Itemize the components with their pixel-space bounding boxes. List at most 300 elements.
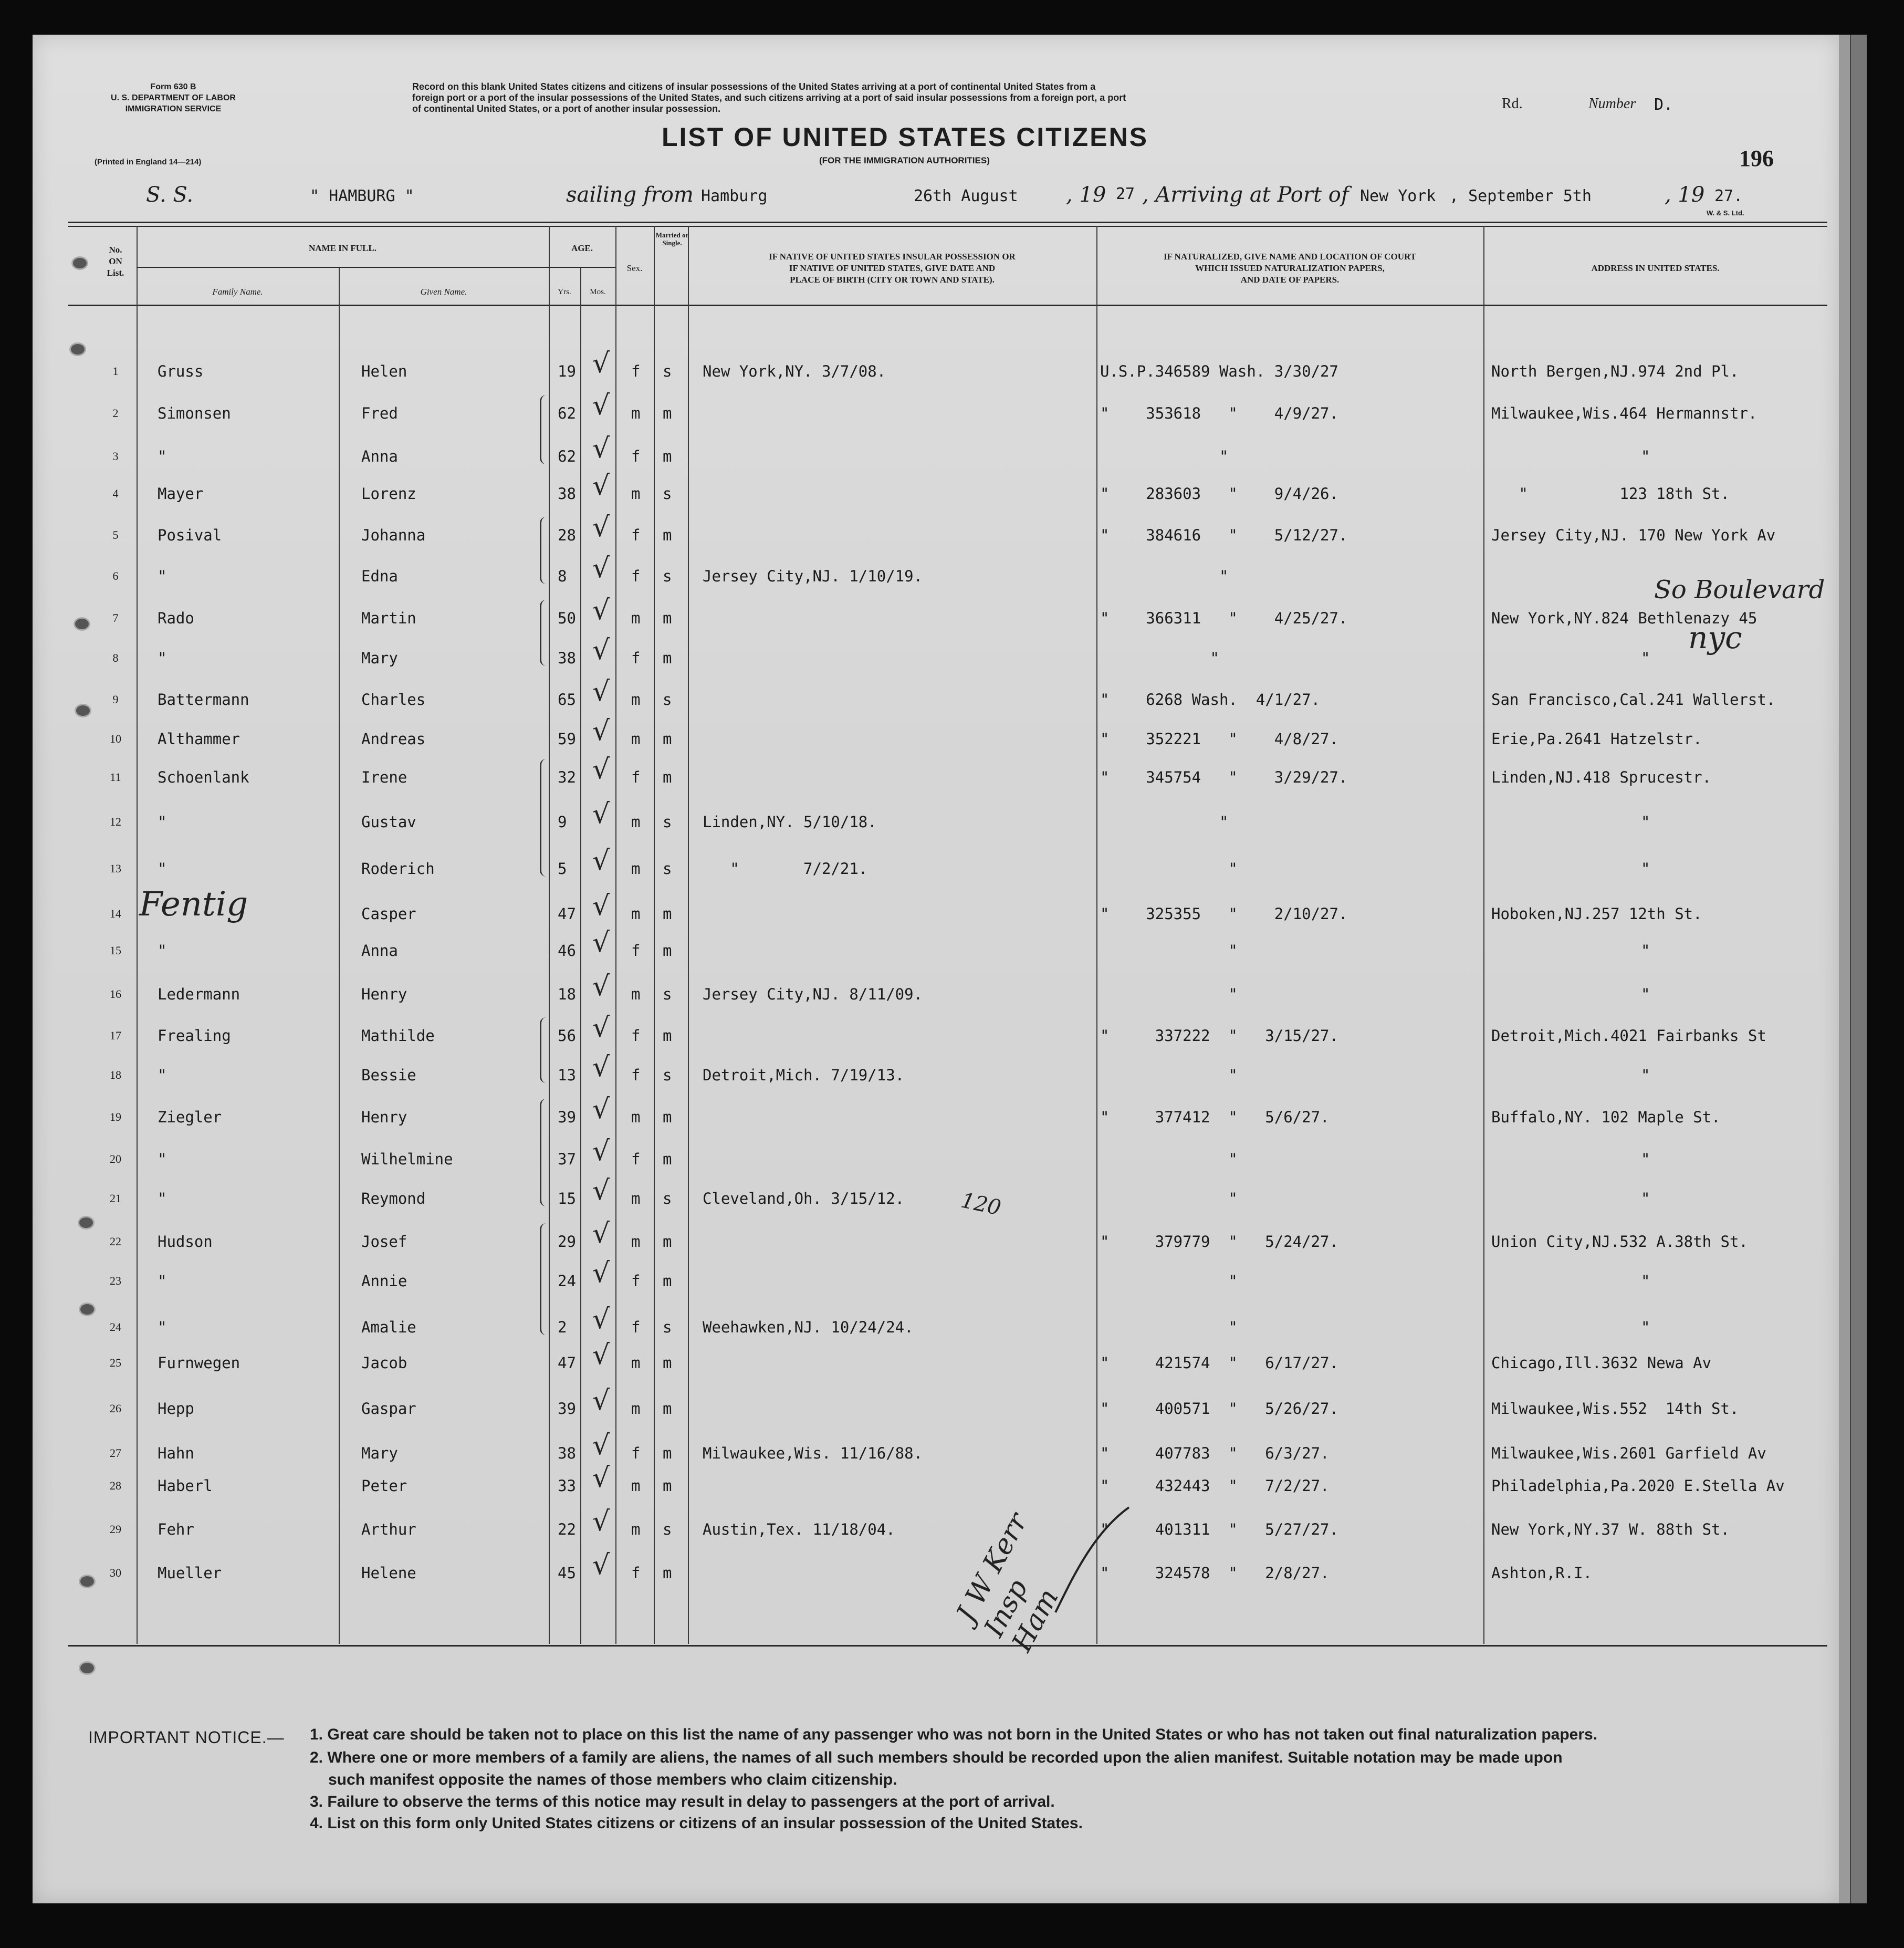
given-name: Henry — [361, 1108, 407, 1126]
col-divider — [654, 226, 655, 1644]
marital-status: s — [663, 362, 672, 380]
sex: f — [631, 447, 641, 465]
age-years: 2 — [558, 1318, 567, 1336]
sex: m — [631, 813, 641, 831]
age-years: 19 — [558, 362, 576, 380]
marital-status: s — [663, 985, 672, 1003]
sex: f — [631, 1066, 641, 1084]
family-brace — [540, 1099, 549, 1206]
row-number: 20 — [110, 1152, 121, 1165]
naturalization: " 377412 " 5/6/27. — [1100, 1108, 1330, 1126]
family-name: " — [158, 1190, 167, 1207]
sailing-from-label: sailing from — [566, 183, 694, 207]
check-mark: √ — [592, 1462, 610, 1494]
page-number: 196 — [1739, 145, 1774, 171]
naturalization: " — [1100, 1066, 1238, 1084]
table-top-rule — [68, 222, 1827, 223]
given-name: Josef — [361, 1233, 407, 1251]
header-bottom-rule — [68, 305, 1827, 306]
ship-name: " HAMBURG " — [310, 187, 414, 205]
marital-status: s — [663, 1190, 672, 1207]
given-name: Anna — [361, 942, 398, 960]
age-years: 62 — [558, 447, 576, 465]
family-name: Furnwegen — [158, 1354, 240, 1372]
check-mark: √ — [592, 1175, 610, 1206]
family-name: Hudson — [158, 1233, 213, 1251]
age-years: 46 — [558, 942, 576, 960]
col-mos: Mos. — [590, 288, 606, 296]
family-brace — [540, 517, 549, 584]
birth-place-date: Detroit,Mich. 7/19/13. — [703, 1066, 905, 1084]
address: Union City,NJ.532 A.38th St. — [1491, 1233, 1748, 1251]
family-name: Schoenlank — [158, 768, 249, 786]
marital-status: s — [663, 567, 672, 585]
address: " 123 18th St. — [1491, 485, 1730, 503]
printed-note: (Printed in England 14—214) — [95, 158, 202, 166]
marital-status: m — [663, 1400, 672, 1418]
notice-item-2: 2. Where one or more members of a family are aliens, the names of all such members should be recorded upon the alien manifest. Suitable notation may be made upon — [310, 1749, 1563, 1766]
age-years: 32 — [558, 768, 576, 786]
sex: m — [631, 1233, 641, 1251]
page-title: LIST OF UNITED STATES CITIZENS — [662, 122, 1149, 152]
family-name: Fehr — [158, 1520, 194, 1538]
check-mark: √ — [592, 1304, 610, 1335]
punch-hole — [75, 704, 91, 717]
check-mark: √ — [592, 1218, 610, 1249]
sex: m — [631, 860, 641, 878]
sex: f — [631, 362, 641, 380]
punch-hole — [74, 617, 90, 631]
row-number: 6 — [112, 569, 119, 582]
address: Chicago,Ill.3632 Newa Av — [1491, 1354, 1712, 1372]
row-number: 7 — [112, 611, 119, 624]
check-mark: √ — [592, 971, 610, 1002]
check-mark: √ — [592, 348, 610, 379]
given-name: Gaspar — [361, 1400, 416, 1418]
col-divider — [1096, 226, 1097, 1644]
page-subtitle: (FOR THE IMMIGRATION AUTHORITIES) — [819, 155, 990, 165]
address: Ashton,R.I. — [1491, 1564, 1593, 1582]
row-number: 11 — [110, 770, 121, 784]
marital-status: m — [663, 1444, 672, 1462]
given-name: Mary — [361, 649, 398, 667]
given-name: Roderich — [361, 860, 435, 878]
naturalization: " 432443 " 7/2/27. — [1100, 1477, 1330, 1495]
check-mark: √ — [592, 1506, 610, 1537]
row-number: 26 — [110, 1402, 121, 1415]
naturalization: " — [1100, 1318, 1238, 1336]
form-header-block — [95, 81, 252, 114]
naturalization: " 421574 " 6/17/27. — [1100, 1354, 1338, 1372]
check-mark: √ — [592, 845, 610, 877]
address: San Francisco,Cal.241 Wallerst. — [1491, 691, 1776, 709]
family-name: Gruss — [158, 362, 204, 380]
naturalization: " — [1100, 1150, 1238, 1168]
naturalization: " 6268 Wash. 4/1/27. — [1100, 691, 1321, 709]
address-ditto: " — [1641, 1066, 1650, 1084]
sub-rule — [137, 267, 615, 268]
naturalization: " 324578 " 2/8/27. — [1100, 1564, 1330, 1582]
age-years: 18 — [558, 985, 576, 1003]
address: New York,NY.824 Bethlenazy 45 — [1491, 609, 1757, 627]
address-ditto: " — [1641, 942, 1650, 960]
sex: f — [631, 1150, 641, 1168]
naturalization: " 407783 " 6/3/27. — [1100, 1444, 1330, 1462]
notice-item-3: 3. Failure to observe the terms of this notice may result in delay to passengers at the port of arrival. — [310, 1793, 1055, 1810]
marital-status: m — [663, 942, 672, 960]
printer-mark: W. & S. Ltd. — [1707, 209, 1744, 217]
address-ditto: " — [1641, 1272, 1650, 1290]
row-number: 3 — [112, 450, 119, 463]
check-mark: √ — [592, 798, 610, 830]
marital-status: s — [663, 860, 672, 878]
naturalization: " — [1100, 649, 1219, 667]
row-number: 16 — [110, 987, 121, 1001]
age-years: 8 — [558, 567, 567, 585]
address: Philadelphia,Pa.2020 E.Stella Av — [1491, 1477, 1785, 1495]
birth-place-date: Linden,NY. 5/10/18. — [703, 813, 877, 831]
punch-hole — [79, 1303, 96, 1316]
naturalization: " 384616 " 5/12/27. — [1100, 526, 1348, 544]
department: U. S. DEPARTMENT OF LABOR — [111, 93, 236, 102]
col-no: No. ON List. — [107, 245, 124, 278]
marital-status: m — [663, 1354, 672, 1372]
col-divider — [549, 226, 550, 1644]
address: Hoboken,NJ.257 12th St. — [1491, 905, 1702, 923]
sex: m — [631, 730, 641, 748]
age-years: 50 — [558, 609, 576, 627]
row-number: 10 — [110, 732, 121, 745]
row-number: 19 — [110, 1110, 121, 1123]
naturalization: " 366311 " 4/25/27. — [1100, 609, 1348, 627]
col-name: NAME IN FULL. — [309, 243, 376, 253]
given-name: Martin — [361, 609, 416, 627]
given-name: Edna — [361, 567, 398, 585]
check-mark: √ — [592, 890, 610, 922]
age-years: 45 — [558, 1564, 576, 1582]
sex: m — [631, 985, 641, 1003]
row-number: 27 — [110, 1446, 121, 1460]
given-name: Irene — [361, 768, 407, 786]
col-divider — [1483, 226, 1484, 1644]
punch-hole — [79, 1575, 96, 1588]
row-number: 1 — [112, 364, 119, 378]
birth-place-date: Cleveland,Oh. 3/15/12. — [703, 1190, 905, 1207]
number-value: D. — [1654, 96, 1673, 114]
sex: f — [631, 1027, 641, 1045]
marital-status: m — [663, 1108, 672, 1126]
family-name: Mayer — [158, 485, 204, 503]
marital-status: m — [663, 730, 672, 748]
row-number: 2 — [112, 407, 119, 420]
given-name: Helene — [361, 1564, 416, 1582]
address-ditto: " — [1641, 1150, 1650, 1168]
marital-status: m — [663, 1150, 672, 1168]
col-yrs: Yrs. — [558, 288, 571, 296]
check-mark: √ — [592, 1430, 610, 1461]
col-sex: Sex. — [626, 263, 643, 273]
family-name: Hepp — [158, 1400, 194, 1418]
port-to: New York — [1360, 187, 1436, 205]
naturalization: " — [1100, 985, 1238, 1003]
family-name: Simonsen — [158, 404, 231, 422]
naturalization: " 283603 " 9/4/26. — [1100, 485, 1338, 503]
col-given: Given Name. — [420, 287, 467, 297]
family-name: Rado — [158, 609, 194, 627]
marital-status: m — [663, 1027, 672, 1045]
birth-place-date: " 7/2/21. — [703, 860, 868, 878]
age-years: 38 — [558, 1444, 576, 1462]
naturalization: " 345754 " 3/29/27. — [1100, 768, 1348, 786]
address-ditto: " — [1641, 649, 1650, 667]
col-divider — [615, 226, 616, 1644]
row-number: 17 — [110, 1029, 121, 1042]
check-mark: √ — [592, 634, 610, 666]
address-ditto: " — [1641, 813, 1650, 831]
given-name: Mary — [361, 1444, 398, 1462]
age-years: 9 — [558, 813, 567, 831]
family-name: Althammer — [158, 730, 240, 748]
row-number: 18 — [110, 1068, 121, 1081]
sex: m — [631, 1400, 641, 1418]
arriving-label: , Arriving at Port of — [1142, 183, 1349, 207]
col-married: Married or Single. — [655, 231, 689, 247]
naturalization: " 379779 " 5/24/27. — [1100, 1233, 1338, 1251]
family-name: Mueller — [158, 1564, 222, 1582]
sex: f — [631, 649, 641, 667]
age-years: 38 — [558, 485, 576, 503]
notice-item-4: 4. List on this form only United States citizens or citizens of an insular possession of the United States. — [310, 1815, 1083, 1832]
top-notice — [412, 81, 1126, 114]
row-number: 30 — [110, 1566, 121, 1579]
given-name: Reymond — [361, 1190, 426, 1207]
address: Jersey City,NJ. 170 New York Av — [1491, 526, 1776, 544]
age-years: 13 — [558, 1066, 576, 1084]
age-years: 22 — [558, 1520, 576, 1538]
sex: f — [631, 942, 641, 960]
naturalization: " — [1100, 813, 1229, 831]
row-number: 13 — [110, 862, 121, 875]
given-name: Jacob — [361, 1354, 407, 1372]
sex: m — [631, 905, 641, 923]
age-years: 39 — [558, 1108, 576, 1126]
punch-hole — [69, 342, 86, 356]
check-mark: √ — [592, 595, 610, 626]
check-mark: √ — [592, 433, 610, 464]
family-name: " — [158, 649, 167, 667]
table-bottom-rule — [68, 1645, 1827, 1647]
given-name: Charles — [361, 691, 426, 709]
year-from: 27 — [1116, 185, 1135, 203]
sex: m — [631, 485, 641, 503]
marital-status: m — [663, 768, 672, 786]
given-name: Peter — [361, 1477, 407, 1495]
sex: f — [631, 1444, 641, 1462]
marital-status: m — [663, 404, 672, 422]
naturalization: " 353618 " 4/9/27. — [1100, 404, 1338, 422]
sex: f — [631, 1564, 641, 1582]
age-years: 38 — [558, 649, 576, 667]
check-mark: √ — [592, 927, 610, 959]
rd-label: Rd. — [1502, 96, 1523, 112]
given-name: Anna — [361, 447, 398, 465]
address: Buffalo,NY. 102 Maple St. — [1491, 1108, 1721, 1126]
row-number: 5 — [112, 528, 119, 541]
given-name: Wilhelmine — [361, 1150, 453, 1168]
address: Milwaukee,Wis.2601 Garfield Av — [1491, 1444, 1766, 1462]
row-number: 24 — [110, 1320, 121, 1334]
given-name: Lorenz — [361, 485, 416, 503]
family-name: Frealing — [158, 1027, 231, 1045]
marital-status: m — [663, 609, 672, 627]
row-number: 12 — [110, 815, 121, 828]
given-name: Henry — [361, 985, 407, 1003]
marital-status: s — [663, 485, 672, 503]
naturalization: " — [1100, 1190, 1238, 1207]
notice-heading: IMPORTANT NOTICE.— — [88, 1728, 285, 1747]
notice-item-2-cont: such manifest opposite the names of those members who claim citizenship. — [328, 1771, 897, 1788]
given-name: Annie — [361, 1272, 407, 1290]
handwritten-family-name: Fentig — [139, 885, 248, 924]
given-name: Casper — [361, 905, 416, 923]
address: North Bergen,NJ.974 2nd Pl. — [1491, 362, 1739, 380]
col-address: ADDRESS IN UNITED STATES. — [1591, 263, 1720, 273]
family-brace — [540, 600, 549, 666]
age-years: 37 — [558, 1150, 576, 1168]
marital-status: m — [663, 447, 672, 465]
year-to: 27. — [1714, 187, 1743, 205]
age-years: 47 — [558, 1354, 576, 1372]
table-top-rule-2 — [68, 226, 1827, 227]
check-mark: √ — [592, 676, 610, 707]
address-ditto: " — [1641, 447, 1650, 465]
check-mark: √ — [592, 1051, 610, 1083]
check-mark: √ — [592, 1136, 610, 1167]
punch-hole — [78, 1216, 95, 1230]
ss-label: S. S. — [146, 183, 194, 207]
row-number: 4 — [112, 487, 119, 500]
sex: f — [631, 1318, 641, 1336]
sex: m — [631, 691, 641, 709]
sex: f — [631, 1272, 641, 1290]
col-divider — [688, 226, 689, 1644]
family-brace — [540, 1223, 549, 1335]
row-number: 29 — [110, 1523, 121, 1536]
given-name: Helen — [361, 362, 407, 380]
birth-place-date: Austin,Tex. 11/18/04. — [703, 1520, 895, 1538]
check-mark: √ — [592, 1339, 610, 1371]
sex: m — [631, 1190, 641, 1207]
family-name: Hahn — [158, 1444, 194, 1462]
check-mark: √ — [592, 1093, 610, 1125]
family-name: " — [158, 860, 167, 878]
marital-status: s — [663, 691, 672, 709]
naturalization: " 337222 " 3/15/27. — [1100, 1027, 1338, 1045]
row-number: 21 — [110, 1192, 121, 1205]
marital-status: m — [663, 1477, 672, 1495]
marital-status: m — [663, 905, 672, 923]
family-name: Posival — [158, 526, 222, 544]
punch-hole — [79, 1661, 96, 1675]
service: IMMIGRATION SERVICE — [125, 105, 222, 113]
age-years: 56 — [558, 1027, 576, 1045]
age-years: 65 — [558, 691, 576, 709]
age-years: 15 — [558, 1190, 576, 1207]
check-mark: √ — [592, 390, 610, 421]
marital-status: m — [663, 526, 672, 544]
col-native: IF NATIVE OF UNITED STATES INSULAR POSSESSION OR IF NATIVE OF UNITED STATES, GIVE DATE AND PLACE OF BIRTH (CITY OR TOWN AND STATE). — [769, 252, 1016, 285]
form-number: Form 630 B — [150, 82, 196, 91]
top-notice-line: Record on this blank United States citizens and citizens of insular possessions of the United States arriving at a port of continental United States from a — [412, 81, 1096, 92]
address-ditto: " — [1641, 860, 1650, 878]
given-name: Gustav — [361, 813, 416, 831]
given-name: Fred — [361, 404, 398, 422]
signature-stroke — [1050, 1502, 1134, 1618]
family-brace — [540, 1017, 549, 1083]
naturalization: " 352221 " 4/8/27. — [1100, 730, 1338, 748]
address: Erie,Pa.2641 Hatzelstr. — [1491, 730, 1702, 748]
family-brace — [540, 759, 549, 877]
given-name: Amalie — [361, 1318, 416, 1336]
date-from: 26th August — [914, 187, 1018, 205]
age-years: 28 — [558, 526, 576, 544]
marital-status: s — [663, 1066, 672, 1084]
marital-status: m — [663, 1564, 672, 1582]
age-years: 33 — [558, 1477, 576, 1495]
family-name: " — [158, 567, 167, 585]
given-name: Bessie — [361, 1066, 416, 1084]
marital-status: s — [663, 1520, 672, 1538]
given-name: Johanna — [361, 526, 426, 544]
age-years: 59 — [558, 730, 576, 748]
top-notice-line: foreign port or a port of the insular possessions of the United States, and such citizens arriving at a port of said insular possessions from a foreign port, a port — [412, 92, 1126, 103]
family-name: " — [158, 1318, 167, 1336]
address: New York,NY.37 W. 88th St. — [1491, 1520, 1730, 1538]
naturalization: " — [1100, 447, 1229, 465]
age-years: 5 — [558, 860, 567, 878]
age-years: 47 — [558, 905, 576, 923]
page-edge — [1851, 35, 1867, 1903]
row-number: 22 — [110, 1235, 121, 1248]
address: Milwaukee,Wis.552 14th St. — [1491, 1400, 1739, 1418]
sex: m — [631, 1354, 641, 1372]
col-divider — [580, 268, 581, 1644]
naturalization: " 401311 " 5/27/27. — [1100, 1520, 1338, 1538]
birth-place-date: Weehawken,NJ. 10/24/24. — [703, 1318, 914, 1336]
naturalization: " 325355 " 2/10/27. — [1100, 905, 1348, 923]
given-name: Andreas — [361, 730, 426, 748]
row-number: 23 — [110, 1274, 121, 1287]
age-years: 39 — [558, 1400, 576, 1418]
address-ditto: " — [1641, 1318, 1650, 1336]
family-name: Haberl — [158, 1477, 213, 1495]
family-name: Battermann — [158, 691, 249, 709]
naturalization: " — [1100, 1272, 1238, 1290]
date-to: , September 5th — [1449, 187, 1592, 205]
given-name: Mathilde — [361, 1027, 435, 1045]
inspector-signature: J W Kerr Insp Ham — [950, 1508, 1065, 1657]
check-mark: √ — [592, 1012, 610, 1044]
punch-hole — [71, 256, 88, 270]
sex: f — [631, 526, 641, 544]
age-years: 24 — [558, 1272, 576, 1290]
col-divider — [339, 268, 340, 1644]
sex: m — [631, 404, 641, 422]
family-name: " — [158, 813, 167, 831]
birth-place-date: Jersey City,NJ. 8/11/09. — [703, 985, 923, 1003]
handwritten-address-correction: So Boulevard — [1654, 575, 1825, 605]
birth-place-date: Jersey City,NJ. 1/10/19. — [703, 567, 923, 585]
